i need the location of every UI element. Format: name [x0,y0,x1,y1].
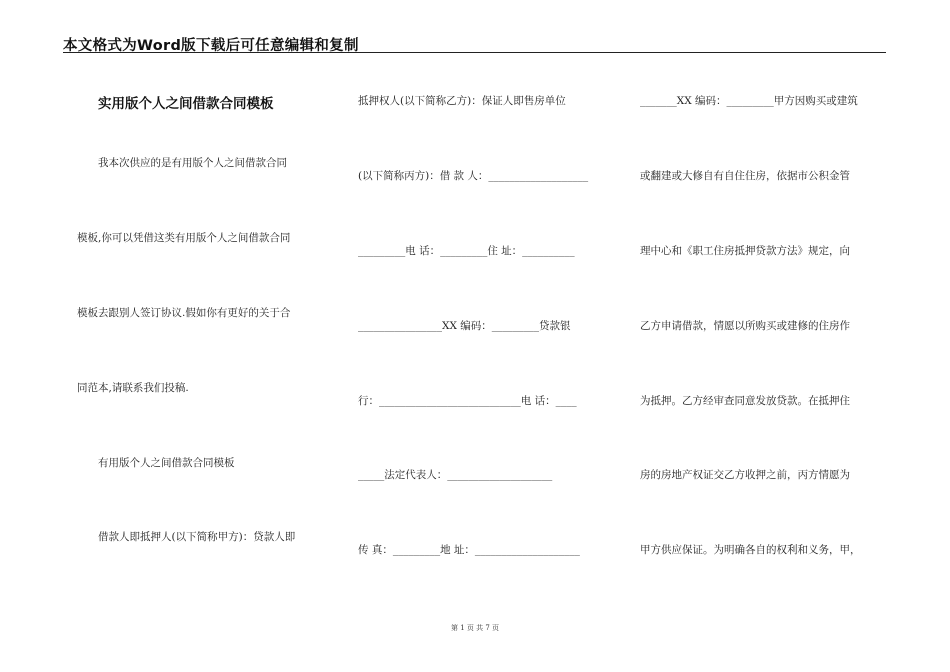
document-title: 实用版个人之间借款合同模板 [98,96,274,112]
column3-line-6: 房的房地产权证交乙方收押之前，丙方情愿为 [640,469,850,481]
column2-line-6: _____法定代表人：____________________ [358,469,553,481]
column1-line-2: 模板,你可以凭借这类有用版个人之间借款合同 [77,232,291,244]
column2-line-2: (以下简称丙方)：借 款 人：___________________ [358,170,589,182]
column1-line-4: 同范本,请联系我们投稿. [77,382,189,394]
column3-line-7: 甲方供应保证。为明确各自的权利和义务，甲， [640,544,861,556]
column3-line-1: _______XX 编码：_________甲方因购买或建筑 [640,95,858,107]
column1-line-6: 借款人即抵押人(以下简称甲方)：贷款人即 [98,531,296,543]
column3-line-5: 为抵押。乙方经审查同意发放贷款。在抵押住 [640,395,850,407]
column3-line-2: 或翻建或大修自有自住住房，依据市公积金管 [640,170,850,182]
header-divider [63,52,886,53]
header-title: 本文格式为Word版下载后可任意编辑和复制 [63,38,359,54]
column1-line-5: 有用版个人之间借款合同模板 [98,457,235,469]
column2-line-7: 传 真：_________地 址：____________________ [358,544,580,556]
page-number: 第 1 页 共 7 页 [450,624,500,632]
column2-line-4: ________________XX 编码：_________贷款银 [358,320,571,332]
column2-line-3: _________电 话：_________住 址：__________ [358,245,575,257]
column3-line-3: 理中心和《职工住房抵押贷款方法》规定，向 [640,245,850,257]
column3-line-4: 乙方申请借款，情愿以所购买或建修的住房作 [640,320,850,332]
column2-line-5: 行：___________________________电 话：____ [358,395,577,407]
column1-line-3: 模板去跟别人签订协议.假如你有更好的关于合 [77,307,291,319]
column2-line-1: 抵押权人(以下简称乙方)：保证人即售房单位 [358,95,566,107]
column1-line-1: 我本次供应的是有用版个人之间借款合同 [98,157,287,169]
